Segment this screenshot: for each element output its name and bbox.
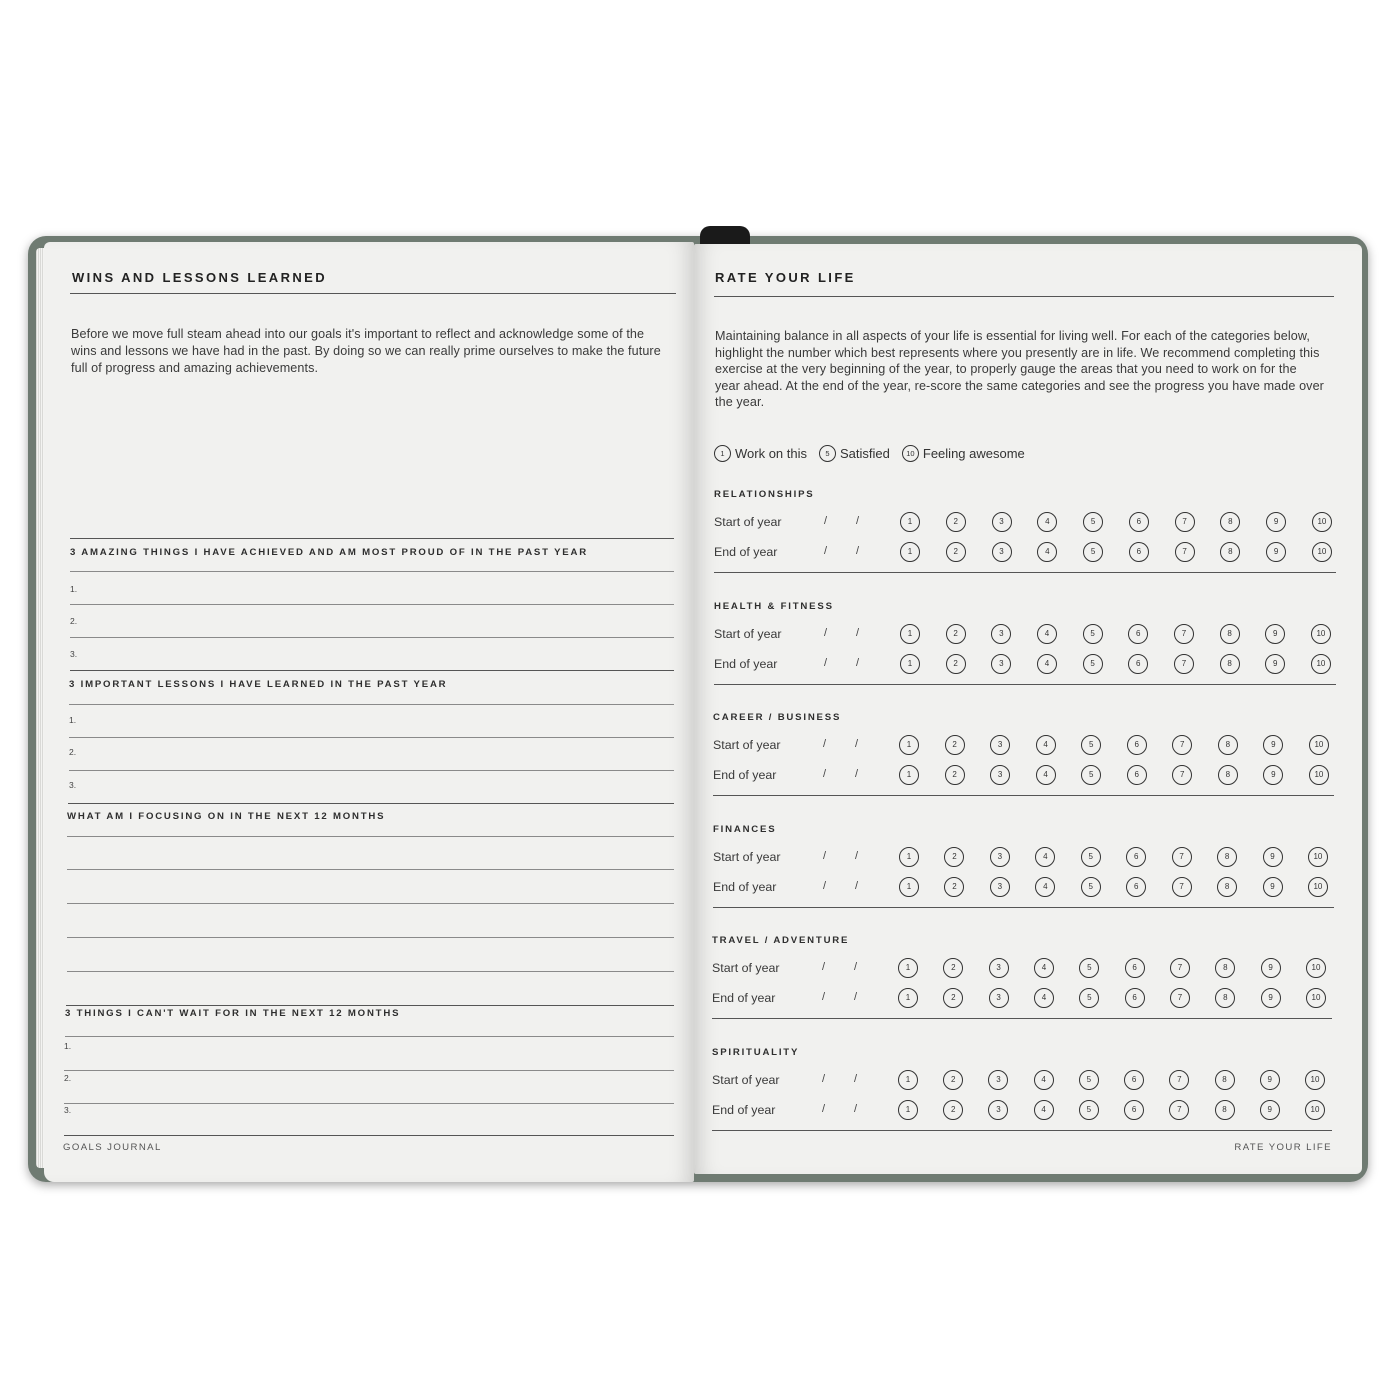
date-slash: / <box>822 961 826 973</box>
date-slash: / <box>856 515 860 527</box>
rating-circle-10[interactable]: 10 <box>1308 877 1328 897</box>
rating-circle-4[interactable]: 4 <box>1037 512 1057 532</box>
date-slash: / <box>824 545 828 557</box>
category-label: FINANCES <box>713 823 777 835</box>
rating-circle-5[interactable]: 5 <box>1079 1070 1099 1090</box>
rating-circle-9[interactable]: 9 <box>1263 765 1283 785</box>
category-divider <box>712 1018 1332 1019</box>
rating-circle-7[interactable]: 7 <box>1172 847 1192 867</box>
section-divider <box>66 1005 674 1006</box>
rating-circle-9[interactable]: 9 <box>1263 847 1283 867</box>
category-divider <box>712 1130 1332 1131</box>
left-footer: GOALS JOURNAL <box>63 1142 162 1153</box>
rating-circle-3[interactable]: 3 <box>990 847 1010 867</box>
rating-circle-7[interactable]: 7 <box>1172 735 1192 755</box>
rating-circle-7[interactable]: 7 <box>1172 765 1192 785</box>
rating-circle-7[interactable]: 7 <box>1175 512 1195 532</box>
category-divider <box>713 795 1334 796</box>
date-slash: / <box>823 879 827 892</box>
date-slash: / <box>822 991 826 1003</box>
date-slash: / <box>855 879 859 892</box>
achievement-number-1: 1. <box>70 584 78 594</box>
legend-item-awesome <box>902 445 1025 462</box>
rating-circle-2[interactable]: 2 <box>944 877 964 897</box>
rating-circle-5[interactable]: 5 <box>1083 624 1103 644</box>
rating-circle-3[interactable]: 3 <box>992 512 1012 532</box>
right-footer: RATE YOUR LIFE <box>1234 1142 1332 1153</box>
rating-circle-3[interactable]: 3 <box>992 542 1012 562</box>
right-intro-text: Maintaining balance in all aspects of your life is essential for living well. For each of the categories below, highlight the number which best represents where you presently are in life. We recommend completing this exercise at the very beginning of the year, to properly gauge the areas that you need to work on for the year ahead. At the end of the year, re-score the same categories and see the progress you have made over the year. <box>715 329 1324 410</box>
rating-circle-6[interactable]: 6 <box>1124 1100 1144 1120</box>
rating-circle-1[interactable]: 1 <box>898 1070 918 1090</box>
rating-circle-7[interactable]: 7 <box>1172 877 1192 897</box>
legend-circle-icon: 5 <box>819 445 836 462</box>
date-slash: / <box>823 768 827 780</box>
rating-circle-1[interactable]: 1 <box>898 958 918 978</box>
rating-circle-1[interactable]: 1 <box>898 988 918 1008</box>
rating-circle-4[interactable]: 4 <box>1034 988 1054 1008</box>
rating-scale <box>900 624 1331 644</box>
cant-wait-heading: 3 THINGS I CAN'T WAIT FOR IN THE NEXT 12 MONTHS <box>65 1008 401 1019</box>
date-slash: / <box>822 1102 826 1115</box>
start-of-year-row <box>712 958 1332 980</box>
rating-circle-2[interactable]: 2 <box>946 654 966 674</box>
right-page-title: RATE YOUR LIFE <box>715 270 856 285</box>
rating-scale <box>898 958 1326 978</box>
rating-circle-3[interactable]: 3 <box>991 624 1011 644</box>
rating-circle-8[interactable]: 8 <box>1220 512 1240 532</box>
rating-circle-10[interactable]: 10 <box>1311 654 1331 674</box>
rating-circle-7[interactable]: 7 <box>1169 1070 1189 1090</box>
rating-circle-6[interactable]: 6 <box>1125 958 1145 978</box>
rating-circle-5[interactable]: 5 <box>1083 512 1103 532</box>
rating-circle-5[interactable]: 5 <box>1081 847 1101 867</box>
rating-circle-1[interactable]: 1 <box>900 654 920 674</box>
focus-heading: WHAT AM I FOCUSING ON IN THE NEXT 12 MONTHS <box>67 811 386 822</box>
rating-circle-10[interactable]: 10 <box>1305 1070 1325 1090</box>
end-of-year-row <box>713 765 1334 787</box>
category-divider <box>714 684 1336 685</box>
rating-circle-2[interactable]: 2 <box>946 512 966 532</box>
rating-circle-2[interactable]: 2 <box>943 988 963 1008</box>
rating-circle-10[interactable]: 10 <box>1312 512 1332 532</box>
rating-circle-2[interactable]: 2 <box>946 542 966 562</box>
rating-circle-10[interactable]: 10 <box>1309 735 1329 755</box>
rating-circle-4[interactable]: 4 <box>1036 765 1056 785</box>
achievements-heading: 3 AMAZING THINGS I HAVE ACHIEVED AND AM MOST PROUD OF IN THE PAST YEAR <box>70 547 588 558</box>
rating-circle-2[interactable]: 2 <box>945 735 965 755</box>
legend-circle-icon: 10 <box>902 445 919 462</box>
rating-circle-7[interactable]: 7 <box>1174 654 1194 674</box>
write-line[interactable] <box>64 1103 674 1104</box>
rating-circle-2[interactable]: 2 <box>944 847 964 867</box>
rating-circle-10[interactable]: 10 <box>1309 765 1329 785</box>
date-slash: / <box>855 768 859 780</box>
rating-circle-5[interactable]: 5 <box>1081 735 1101 755</box>
rating-circle-9[interactable]: 9 <box>1266 542 1286 562</box>
rating-circle-3[interactable]: 3 <box>988 1100 1008 1120</box>
end-of-year-row <box>714 654 1336 676</box>
category-block <box>713 711 1334 811</box>
rating-circle-3[interactable]: 3 <box>988 1070 1008 1090</box>
rating-circle-3[interactable]: 3 <box>990 765 1010 785</box>
end-of-year-row <box>713 877 1334 899</box>
end-of-year-row <box>712 1100 1332 1122</box>
row-label: Start of year <box>712 961 780 975</box>
rating-circle-9[interactable]: 9 <box>1263 735 1283 755</box>
rating-circle-5[interactable]: 5 <box>1081 765 1101 785</box>
row-label: End of year <box>714 545 778 559</box>
rating-scale <box>899 765 1329 785</box>
rating-circle-8[interactable]: 8 <box>1217 847 1237 867</box>
rating-circle-1[interactable]: 1 <box>899 877 919 897</box>
rating-circle-4[interactable]: 4 <box>1037 624 1057 644</box>
rating-circle-7[interactable]: 7 <box>1170 988 1190 1008</box>
rating-circle-4[interactable]: 4 <box>1035 877 1055 897</box>
write-line[interactable] <box>64 1070 674 1071</box>
category-label: HEALTH & FITNESS <box>714 600 834 612</box>
section-divider <box>64 1135 674 1136</box>
row-label: Start of year <box>714 515 782 529</box>
rating-circle-5[interactable]: 5 <box>1079 958 1099 978</box>
rating-circle-3[interactable]: 3 <box>990 735 1010 755</box>
rating-circle-1[interactable]: 1 <box>900 512 920 532</box>
rating-circle-10[interactable]: 10 <box>1308 847 1328 867</box>
rating-circle-2[interactable]: 2 <box>943 958 963 978</box>
rating-circle-2[interactable]: 2 <box>943 1070 963 1090</box>
rating-circle-5[interactable]: 5 <box>1081 877 1101 897</box>
rating-legend <box>714 445 1037 462</box>
rating-circle-4[interactable]: 4 <box>1037 542 1057 562</box>
rating-circle-8[interactable]: 8 <box>1220 624 1240 644</box>
row-label: End of year <box>714 656 778 671</box>
rating-circle-7[interactable]: 7 <box>1169 1100 1189 1120</box>
right-page <box>694 244 1362 1174</box>
rating-circle-2[interactable]: 2 <box>943 1100 963 1120</box>
write-line[interactable] <box>69 770 674 771</box>
date-slash: / <box>856 656 860 669</box>
legend-circle-icon: 1 <box>714 445 731 462</box>
row-label: Start of year <box>714 626 782 641</box>
rating-scale <box>900 512 1332 532</box>
date-slash: / <box>854 991 858 1003</box>
rating-circle-1[interactable]: 1 <box>899 735 919 755</box>
rating-circle-8[interactable]: 8 <box>1218 735 1238 755</box>
start-of-year-row <box>712 1070 1332 1092</box>
row-label: End of year <box>712 991 776 1005</box>
category-block <box>713 823 1334 923</box>
rating-circle-4[interactable]: 4 <box>1035 847 1055 867</box>
rating-circle-5[interactable]: 5 <box>1079 1100 1099 1120</box>
lessons-heading: 3 IMPORTANT LESSONS I HAVE LEARNED IN THE PAST YEAR <box>69 679 448 690</box>
rating-circle-1[interactable]: 1 <box>899 765 919 785</box>
category-divider <box>713 907 1334 908</box>
title-rule <box>70 293 676 294</box>
rating-scale <box>898 1070 1325 1090</box>
left-intro-text: Before we move full steam ahead into our goals it's important to reflect and acknowledge some of the wins and lessons we have had in the past. By doing so we can really prime ourselves to make the future full of progress and amazing achievements. <box>71 327 661 375</box>
title-rule <box>714 296 1334 297</box>
row-label: End of year <box>713 879 777 894</box>
rating-circle-1[interactable]: 1 <box>899 847 919 867</box>
rating-circle-6[interactable]: 6 <box>1129 512 1149 532</box>
rating-circle-3[interactable]: 3 <box>989 958 1009 978</box>
section-divider <box>70 670 674 671</box>
rating-scale <box>899 847 1328 867</box>
rating-circle-5[interactable]: 5 <box>1083 654 1103 674</box>
achievement-number-3: 3. <box>70 649 78 659</box>
write-line[interactable] <box>67 937 674 938</box>
row-label: Start of year <box>713 849 781 864</box>
category-label: TRAVEL / ADVENTURE <box>712 935 850 946</box>
rating-scale <box>899 877 1328 897</box>
row-label: Start of year <box>713 738 781 752</box>
rating-circle-10[interactable]: 10 <box>1311 624 1331 644</box>
row-label: Start of year <box>712 1072 780 1087</box>
rating-scale <box>900 654 1331 674</box>
rating-circle-6[interactable]: 6 <box>1127 735 1147 755</box>
rating-circle-4[interactable]: 4 <box>1037 654 1057 674</box>
rating-circle-10[interactable]: 10 <box>1306 958 1326 978</box>
legend-label: Satisfied <box>840 446 890 461</box>
category-block <box>712 934 1332 1034</box>
rating-circle-2[interactable]: 2 <box>946 624 966 644</box>
start-of-year-row <box>713 847 1334 869</box>
category-block <box>714 488 1336 588</box>
date-slash: / <box>856 626 860 639</box>
legend-label: Feeling awesome <box>922 446 1025 461</box>
write-line[interactable] <box>70 604 674 605</box>
rating-circle-1[interactable]: 1 <box>900 542 920 562</box>
rating-scale <box>900 542 1332 562</box>
left-page-title: WINS AND LESSONS LEARNED <box>72 270 328 285</box>
category-label: RELATIONSHIPS <box>714 489 815 500</box>
category-divider <box>714 572 1336 573</box>
rating-circle-6[interactable]: 6 <box>1129 542 1149 562</box>
rating-circle-6[interactable]: 6 <box>1126 877 1146 897</box>
rating-circle-8[interactable]: 8 <box>1218 765 1238 785</box>
rating-circle-3[interactable]: 3 <box>991 654 1011 674</box>
date-slash: / <box>824 656 828 669</box>
end-of-year-row <box>712 988 1332 1010</box>
rating-circle-6[interactable]: 6 <box>1125 988 1145 1008</box>
write-line[interactable] <box>67 971 674 972</box>
cant-wait-number-3: 3. <box>64 1105 72 1115</box>
rating-circle-2[interactable]: 2 <box>945 765 965 785</box>
lesson-number-1: 1. <box>69 715 77 725</box>
rating-circle-6[interactable]: 6 <box>1128 624 1148 644</box>
end-of-year-row <box>714 542 1336 564</box>
date-slash: / <box>854 1102 858 1115</box>
date-slash: / <box>823 849 827 862</box>
legend-item-satisfied <box>819 445 890 462</box>
rating-circle-5[interactable]: 5 <box>1079 988 1099 1008</box>
left-page <box>44 242 694 1182</box>
rating-circle-6[interactable]: 6 <box>1127 765 1147 785</box>
rating-circle-5[interactable]: 5 <box>1083 542 1103 562</box>
date-slash: / <box>855 849 859 862</box>
rating-circle-3[interactable]: 3 <box>989 988 1009 1008</box>
rating-circle-9[interactable]: 9 <box>1266 512 1286 532</box>
rating-circle-8[interactable]: 8 <box>1215 1100 1235 1120</box>
date-slash: / <box>824 515 828 527</box>
row-label: End of year <box>712 1102 776 1117</box>
date-slash: / <box>856 545 860 557</box>
category-block <box>714 600 1336 700</box>
rating-circle-8[interactable]: 8 <box>1215 988 1235 1008</box>
rating-circle-9[interactable]: 9 <box>1263 877 1283 897</box>
write-line[interactable] <box>69 737 674 738</box>
date-slash: / <box>823 738 827 750</box>
rating-circle-6[interactable]: 6 <box>1124 1070 1144 1090</box>
section-divider <box>68 803 674 804</box>
write-line[interactable] <box>67 869 674 870</box>
rating-circle-7[interactable]: 7 <box>1174 624 1194 644</box>
lesson-number-3: 3. <box>69 780 77 790</box>
lesson-number-2: 2. <box>69 747 77 757</box>
rating-circle-1[interactable]: 1 <box>900 624 920 644</box>
rating-circle-6[interactable]: 6 <box>1128 654 1148 674</box>
start-of-year-row <box>714 512 1336 534</box>
legend-label: Work on this <box>735 446 808 461</box>
rating-circle-9[interactable]: 9 <box>1261 958 1281 978</box>
rating-circle-9[interactable]: 9 <box>1265 624 1285 644</box>
rating-circle-9[interactable]: 9 <box>1265 654 1285 674</box>
date-slash: / <box>854 961 858 973</box>
rating-circle-10[interactable]: 10 <box>1312 542 1332 562</box>
rating-circle-8[interactable]: 8 <box>1215 958 1235 978</box>
rating-circle-10[interactable]: 10 <box>1305 1100 1325 1120</box>
rating-scale <box>899 735 1329 755</box>
rating-circle-8[interactable]: 8 <box>1220 654 1240 674</box>
category-label: CAREER / BUSINESS <box>713 712 842 723</box>
start-of-year-row <box>714 624 1336 646</box>
rating-scale <box>898 988 1326 1008</box>
achievement-number-2: 2. <box>70 616 78 626</box>
cant-wait-number-1: 1. <box>64 1041 72 1051</box>
cant-wait-number-2: 2. <box>64 1073 72 1083</box>
legend-item-work <box>714 445 807 462</box>
rating-circle-6[interactable]: 6 <box>1126 847 1146 867</box>
category-block <box>712 1046 1332 1146</box>
rating-circle-8[interactable]: 8 <box>1220 542 1240 562</box>
rating-circle-4[interactable]: 4 <box>1036 735 1056 755</box>
rating-circle-4[interactable]: 4 <box>1034 958 1054 978</box>
category-label: SPIRITUALITY <box>712 1046 800 1058</box>
row-label: End of year <box>713 768 777 782</box>
rating-circle-8[interactable]: 8 <box>1217 877 1237 897</box>
date-slash: / <box>855 738 859 750</box>
section-divider <box>70 538 674 539</box>
write-line[interactable] <box>67 903 674 904</box>
rating-circle-10[interactable]: 10 <box>1306 988 1326 1008</box>
rating-circle-7[interactable]: 7 <box>1170 958 1190 978</box>
date-slash: / <box>822 1072 826 1085</box>
rating-scale <box>898 1100 1325 1120</box>
rating-circle-4[interactable]: 4 <box>1034 1100 1054 1120</box>
rating-circle-1[interactable]: 1 <box>898 1100 918 1120</box>
write-line[interactable] <box>70 637 674 638</box>
date-slash: / <box>854 1072 858 1085</box>
rating-circle-8[interactable]: 8 <box>1215 1070 1235 1090</box>
rating-circle-9[interactable]: 9 <box>1260 1070 1280 1090</box>
rating-circle-3[interactable]: 3 <box>990 877 1010 897</box>
rating-circle-9[interactable]: 9 <box>1260 1100 1280 1120</box>
rating-circle-9[interactable]: 9 <box>1261 988 1281 1008</box>
date-slash: / <box>824 626 828 639</box>
rating-circle-4[interactable]: 4 <box>1034 1070 1054 1090</box>
rating-circle-7[interactable]: 7 <box>1175 542 1195 562</box>
start-of-year-row <box>713 735 1334 757</box>
